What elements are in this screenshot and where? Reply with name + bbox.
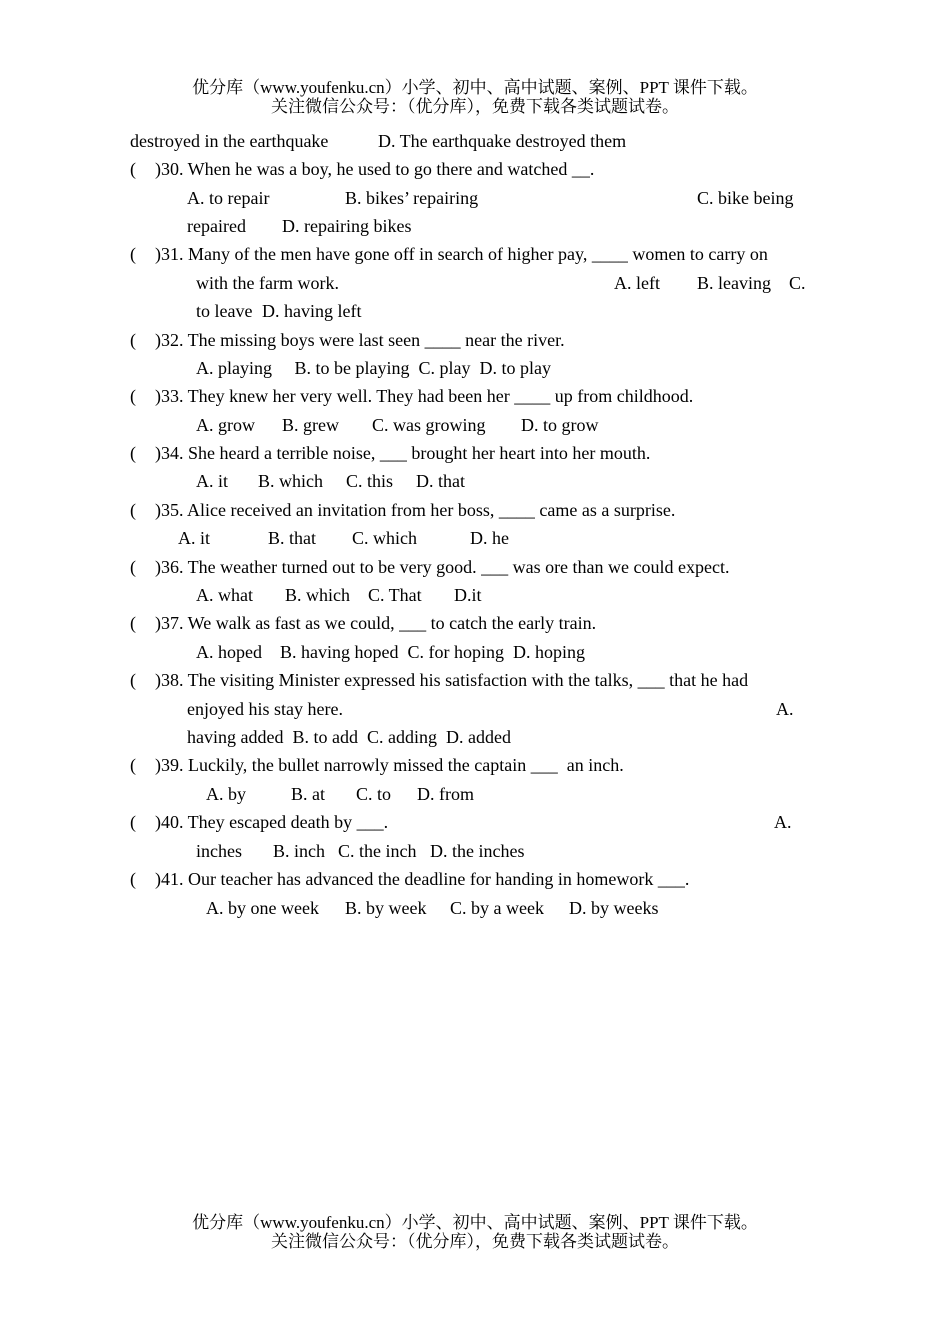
option-a: A. (776, 699, 794, 719)
question-stem: )41. Our teacher has advanced the deadline for handing in homework ___. (155, 869, 690, 889)
option-d: D. from (417, 784, 474, 804)
question-stem: )37. We walk as fast as we could, ___ to catch the early train. (155, 613, 597, 633)
option-a: A. it (196, 471, 229, 491)
answer-bracket: ( (130, 244, 136, 264)
question-stem: )36. The weather turned out to be very good. ___ was ore than we could expect. (155, 557, 730, 577)
answer-bracket: ( (130, 330, 136, 350)
question-stem: )40. They escaped death by ___. (155, 812, 389, 832)
answer-bracket: ( (130, 613, 136, 633)
option-a: A. it (178, 528, 211, 548)
option-b: B. which (258, 471, 323, 491)
option-a: A. grow (196, 415, 255, 435)
option-c: C. was growing (372, 415, 486, 435)
page-header (0, 78, 950, 116)
option-b: B. by week (345, 898, 427, 918)
answer-bracket: ( (130, 812, 136, 832)
page-footer (0, 1213, 950, 1251)
option-c: C. this (346, 471, 394, 491)
option-a: A. to repair (187, 188, 270, 208)
question-stem: )30. When he was a boy, he used to go there and watched __. (155, 159, 595, 179)
option-d: D. that (416, 471, 465, 491)
option-b: B. bikes’ repairing (345, 188, 479, 208)
option-d: D. by weeks (569, 898, 659, 918)
option-d: D. The earthquake destroyed them (378, 131, 627, 151)
header-line-2: 关注微信公众号：（优分库），免费下载各类试题试卷。 (271, 97, 679, 116)
question-stem: )31. Many of the men have gone off in search of higher pay, ____ women to carry on (155, 244, 768, 264)
question-stem-cont: enjoyed his stay here. (187, 699, 343, 719)
option-a: A. by one week (206, 898, 319, 918)
option-d: D. having left (262, 301, 362, 321)
option-a: A. by (206, 784, 246, 804)
answer-bracket: ( (130, 670, 136, 690)
answer-bracket: ( (130, 159, 136, 179)
option-b: B. that (268, 528, 316, 548)
options: having added B. to add C. adding D. added (187, 727, 511, 747)
option-a: A. what (196, 585, 253, 605)
option-b: B. which (285, 585, 350, 605)
question-stem: )34. She heard a terrible noise, ___ brought her heart into her mouth. (155, 443, 651, 463)
options: C. the inch D. the inches (338, 841, 525, 861)
options: A. playing B. to be playing C. play D. to play (196, 358, 551, 378)
option-c-cont: destroyed in the earthquake (130, 131, 329, 151)
option-b: B. grew (282, 415, 339, 435)
answer-bracket: ( (130, 869, 136, 889)
answer-bracket: ( (130, 500, 136, 520)
option-a-cont: inches (196, 841, 242, 861)
option-c: C. (789, 273, 806, 293)
option-c: C. That (368, 585, 422, 605)
answer-bracket: ( (130, 557, 136, 577)
header-line-1: 优分库（www.youfenku.cn）小学、初中、高中试题、案例、PPT 课件下载。 (192, 78, 758, 97)
option-b: B. at (291, 784, 325, 804)
option-d: D. repairing bikes (282, 216, 412, 236)
option-d: D.it (454, 585, 482, 605)
footer-line-2: 关注微信公众号：（优分库），免费下载各类试题试卷。 (271, 1232, 679, 1251)
option-c: C. bike being (697, 188, 794, 208)
options: A. hoped B. having hoped C. for hoping D. hoping (196, 642, 585, 662)
question-stem: )32. The missing boys were last seen ____ near the river. (155, 330, 565, 350)
answer-bracket: ( (130, 386, 136, 406)
option-c: C. to (356, 784, 392, 804)
option-c: C. which (352, 528, 417, 548)
question-stem: )35. Alice received an invitation from her boss, ____ came as a surprise. (155, 500, 676, 520)
question-stem: )38. The visiting Minister expressed his satisfaction with the talks, ___ that he had (155, 670, 749, 690)
option-c-cont: repaired (187, 216, 246, 236)
option-a: A. left (614, 273, 660, 293)
option-b: B. leaving (697, 273, 771, 293)
question-stem: )39. Luckily, the bullet narrowly missed the captain ___ an inch. (155, 755, 624, 775)
option-d: D. he (470, 528, 509, 548)
question-stem: )33. They knew her very well. They had been her ____ up from childhood. (155, 386, 694, 406)
answer-bracket: ( (130, 443, 136, 463)
option-a: A. (774, 812, 792, 832)
option-b: B. inch (273, 841, 325, 861)
question-stem-cont: with the farm work. (196, 273, 339, 293)
option-c: C. by a week (450, 898, 544, 918)
answer-bracket: ( (130, 755, 136, 775)
footer-line-1: 优分库（www.youfenku.cn）小学、初中、高中试题、案例、PPT 课件下载。 (192, 1213, 758, 1232)
option-c-cont: to leave (196, 301, 253, 321)
option-d: D. to grow (521, 415, 599, 435)
